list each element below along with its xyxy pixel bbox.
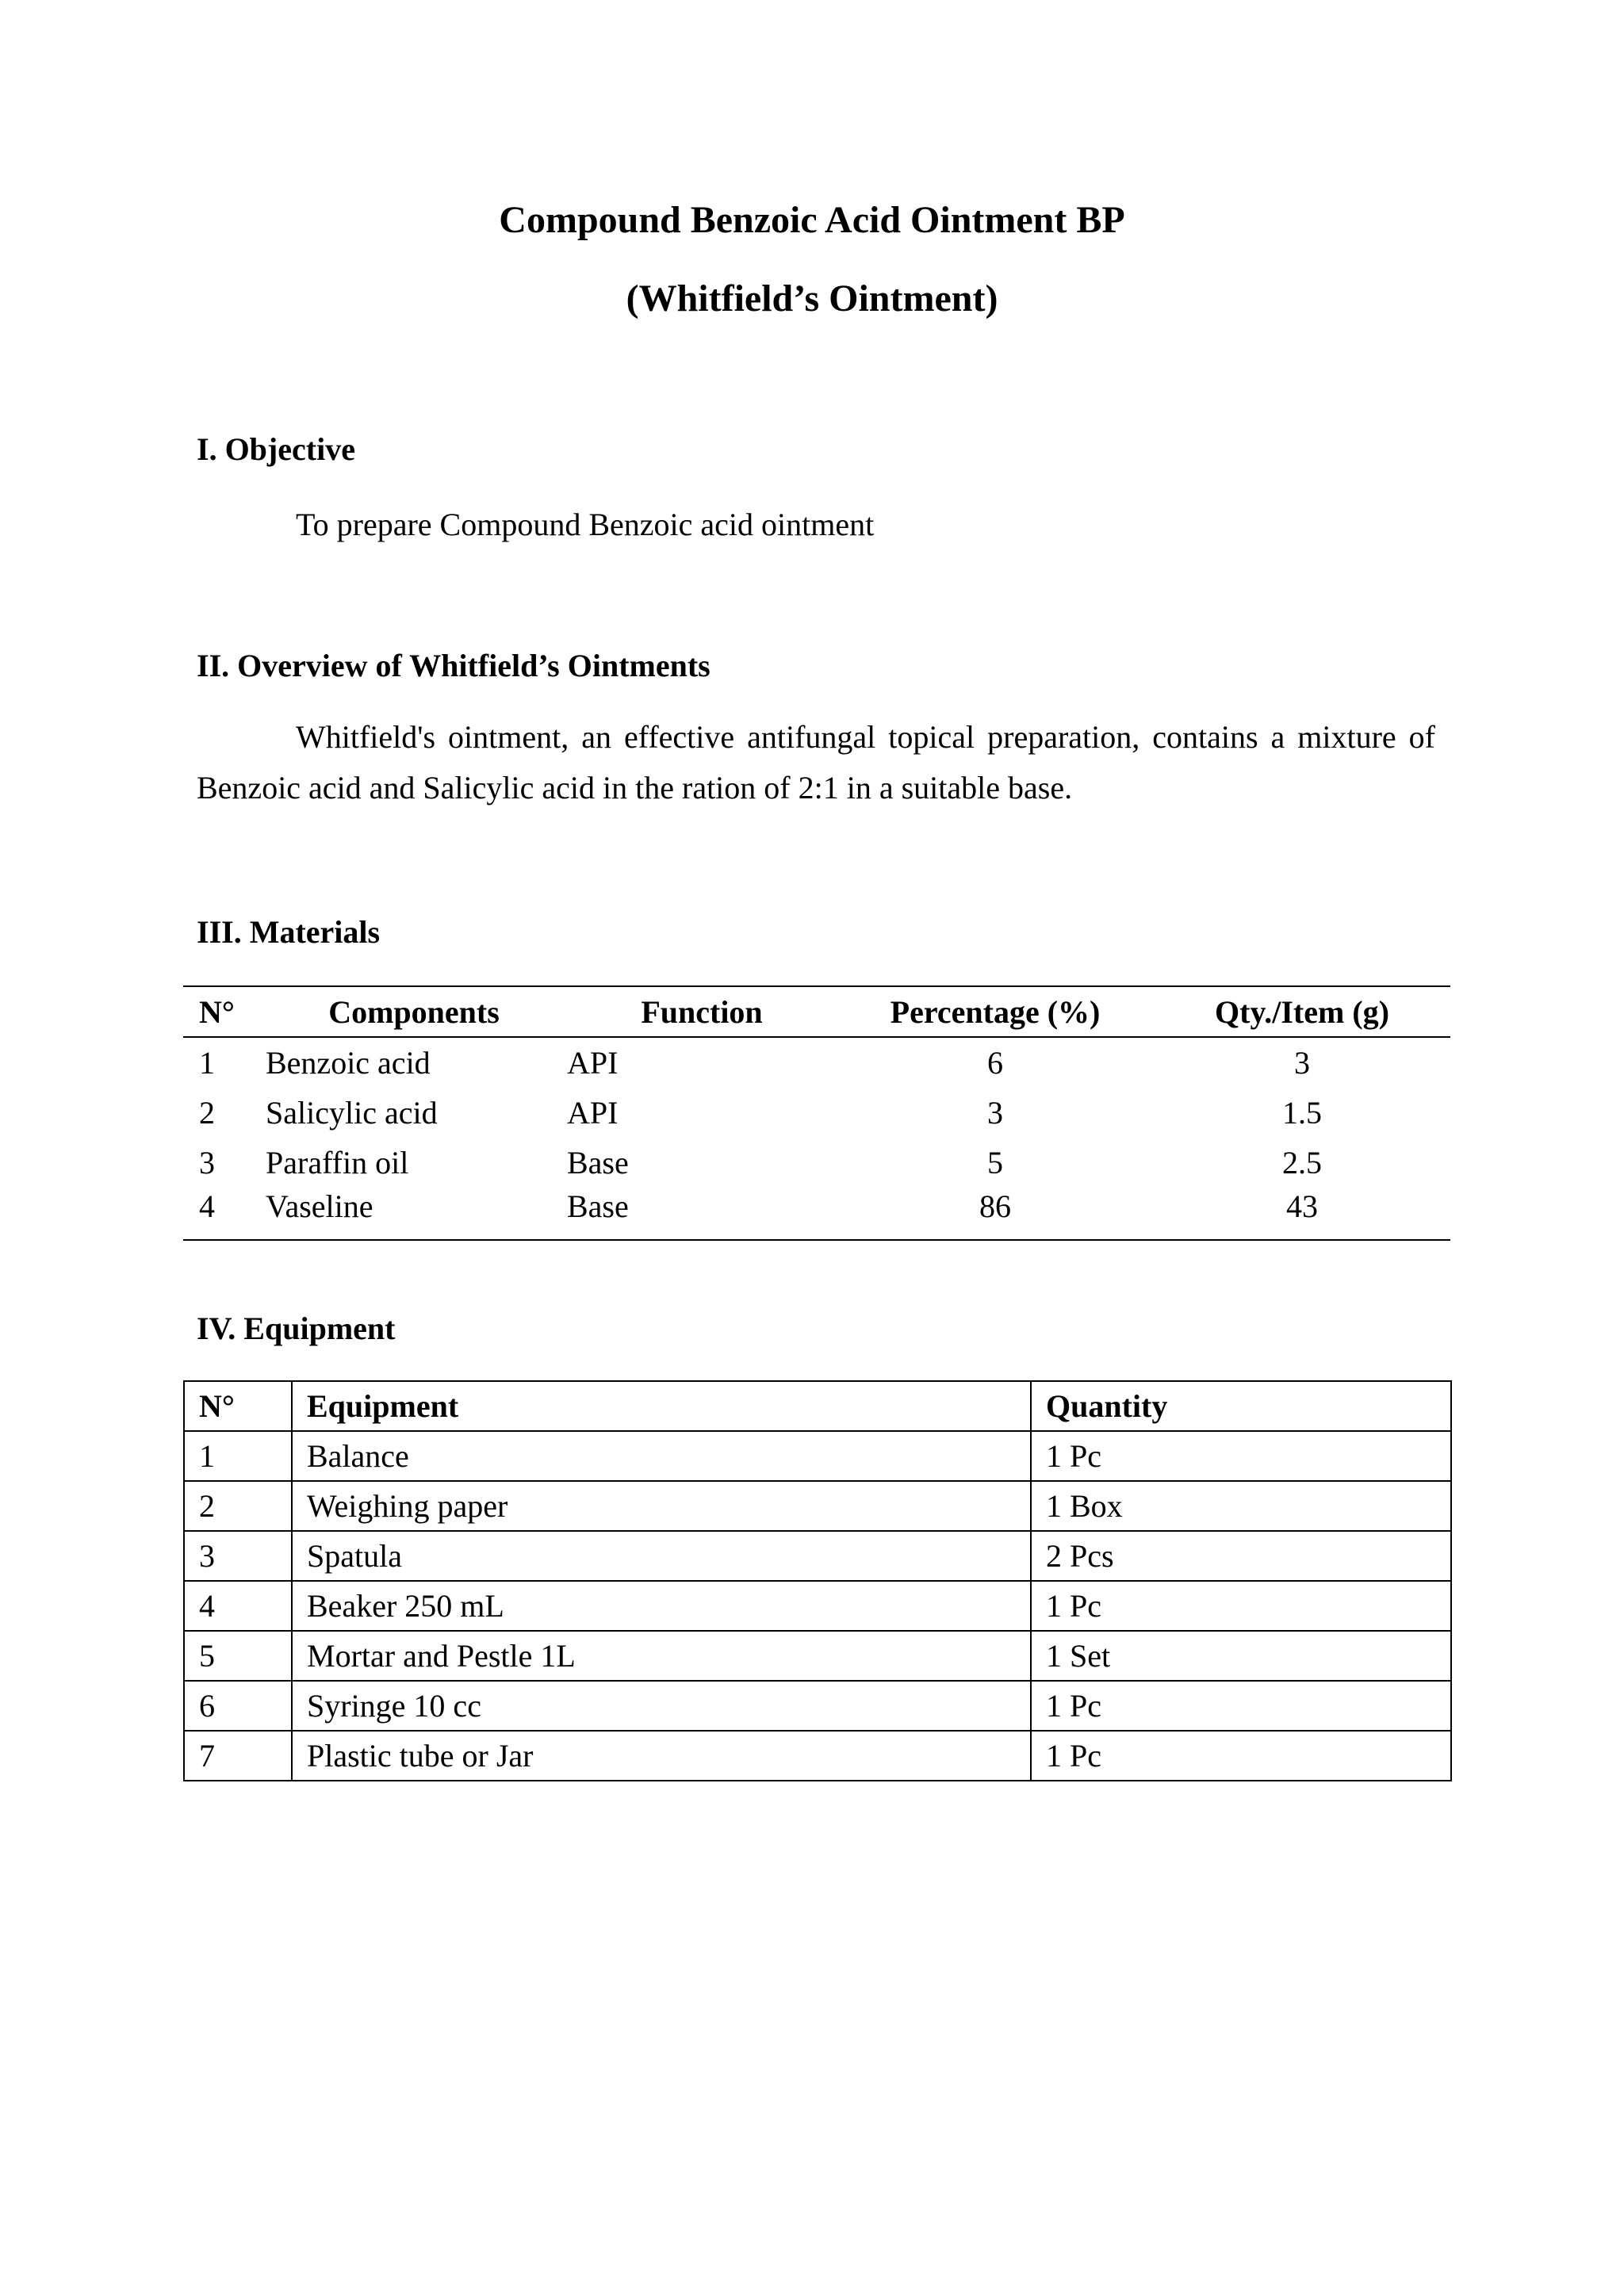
table-row [184,1581,1451,1631]
cell-equipment: Beaker 250 mL [292,1581,1031,1631]
cell-equipment: Mortar and Pestle 1L [292,1631,1031,1681]
materials-col-percentage: Percentage (%) [837,986,1154,1037]
table-row [184,1731,1451,1781]
cell-component: Benzoic acid [266,1045,431,1081]
cell-percentage: 86 [837,1188,1154,1240]
materials-header-row [183,986,1450,1037]
cell-component: Salicylic acid [266,1095,438,1131]
table-row [184,1431,1451,1481]
cell-function: API [567,1095,619,1131]
materials-heading: III. Materials [197,914,381,950]
cell-function: Base [567,1188,837,1240]
equipment-table [183,1380,1452,1781]
equipment-col-equipment: Equipment [292,1381,1031,1431]
materials-col-function: Function [567,986,837,1037]
cell-quantity: 1 Pc [1031,1731,1451,1781]
cell-number: 5 [184,1631,292,1681]
materials-col-number: N° [183,986,261,1037]
cell-quantity: 1 Pc [1031,1681,1451,1731]
cell-equipment: Weighing paper [292,1481,1031,1531]
cell-number: 3 [199,1145,215,1181]
cell-number: 7 [184,1731,292,1781]
cell-percentage: 3 [987,1095,1003,1131]
table-row [184,1531,1451,1581]
cell-number: 1 [184,1431,292,1481]
cell-quantity: 1.5 [1282,1095,1322,1131]
equipment-col-number: N° [184,1381,292,1431]
materials-table [183,985,1450,1241]
table-row [183,1188,1450,1240]
document-title: Compound Benzoic Acid Ointment BP [499,199,1125,241]
objective-heading: I. Objective [197,431,355,467]
cell-number: 3 [184,1531,292,1581]
table-row [183,1037,1450,1088]
cell-quantity: 1 Pc [1031,1581,1451,1631]
cell-quantity: 1 Set [1031,1631,1451,1681]
cell-component: Paraffin oil [266,1145,409,1181]
cell-quantity: 2.5 [1282,1145,1322,1181]
cell-number: 4 [184,1581,292,1631]
cell-percentage: 5 [987,1145,1003,1181]
document-subtitle: (Whitfield’s Ointment) [626,277,998,320]
cell-quantity: 1 Box [1031,1481,1451,1531]
overview-text: Whitfield's ointment, an effective antifungal topical preparation, contains a mixture of Benzoic acid and Salicylic acid in the ration of 2:1 in a suitable base. [197,719,1435,806]
table-row [183,1138,1450,1188]
cell-number: 2 [199,1095,215,1131]
table-row [184,1681,1451,1731]
cell-function: Base [567,1145,629,1181]
cell-function: API [567,1045,619,1081]
table-row [183,1088,1450,1138]
cell-number: 6 [184,1681,292,1731]
objective-text: To prepare Compound Benzoic acid ointment [296,507,875,542]
cell-component: Vaseline [261,1188,567,1240]
cell-quantity: 2 Pcs [1031,1531,1451,1581]
cell-quantity: 43 [1154,1188,1450,1240]
cell-number: 2 [184,1481,292,1531]
table-row [184,1631,1451,1681]
cell-equipment: Balance [292,1431,1031,1481]
cell-number: 1 [199,1045,215,1081]
cell-percentage: 6 [987,1045,1003,1081]
cell-equipment: Plastic tube or Jar [292,1731,1031,1781]
cell-equipment: Spatula [292,1531,1031,1581]
equipment-header-row [184,1381,1451,1431]
table-row [184,1481,1451,1531]
materials-col-quantity: Qty./Item (g) [1154,986,1450,1037]
equipment-col-quantity: Quantity [1031,1381,1451,1431]
cell-number: 4 [183,1188,261,1240]
cell-quantity: 3 [1294,1045,1310,1081]
cell-quantity: 1 Pc [1031,1431,1451,1481]
overview-heading: II. Overview of Whitfield’s Ointments [197,648,710,683]
materials-col-components: Components [261,986,567,1037]
equipment-heading: IV. Equipment [197,1311,396,1346]
cell-equipment: Syringe 10 cc [292,1681,1031,1731]
